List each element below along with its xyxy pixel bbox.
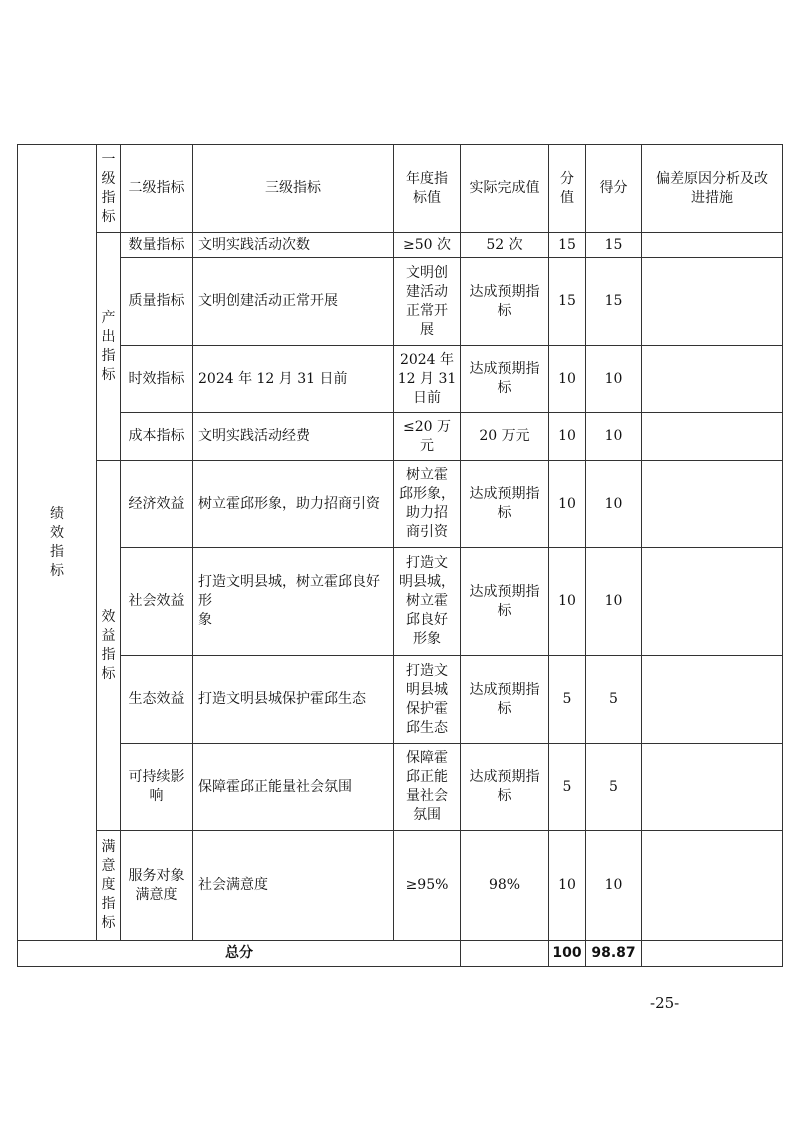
target-cell: ≥95% [394,831,461,941]
level2-cell: 社会效益 [121,548,193,656]
page-number: -25- [650,994,680,1012]
level2-cell: 生态效益 [121,656,193,744]
analysis-cell [642,548,783,656]
header-level2: 二级指标 [121,145,193,233]
level3-cell: 保障霍邱正能量社会氛围 [193,744,394,831]
analysis-cell [642,413,783,461]
level3-cell: 文明实践活动次数 [193,233,394,258]
analysis-cell [642,233,783,258]
level2-cell: 质量指标 [121,258,193,346]
analysis-cell [642,831,783,941]
level3-cell: 文明实践活动经费 [193,413,394,461]
header-annual-target: 年度指 标值 [394,145,461,233]
category-output: 产出指标 [97,233,121,461]
target-cell: ≤20 万 元 [394,413,461,461]
score-cell: 15 [586,258,642,346]
weight-cell: 5 [549,744,586,831]
target-cell: 文明创 建活动 正常开 展 [394,258,461,346]
score-cell: 5 [586,656,642,744]
target-cell: 打造文 明县城 保护霍 邱生态 [394,656,461,744]
total-analysis-cell [642,941,783,967]
target-cell: 打造文 明县城， 树立霍 邱良好 形象 [394,548,461,656]
table-row [18,461,783,548]
level2-cell: 可持续影 响 [121,744,193,831]
analysis-cell [642,258,783,346]
weight-cell: 10 [549,346,586,413]
table-row [18,346,783,413]
total-row [18,941,783,967]
performance-indicator-table [17,144,783,967]
group-label-cell: 绩效指标 [18,145,97,941]
category-satisfaction: 满意度指标 [97,831,121,941]
analysis-cell [642,744,783,831]
table-row [18,831,783,941]
category-benefit: 效益指标 [97,461,121,831]
score-cell: 5 [586,744,642,831]
header-weight: 分 值 [549,145,586,233]
level2-cell: 时效指标 [121,346,193,413]
total-score: 98.87 [586,941,642,967]
score-cell: 10 [586,346,642,413]
header-actual: 实际完成值 [461,145,549,233]
analysis-cell [642,461,783,548]
weight-cell: 10 [549,461,586,548]
score-cell: 10 [586,413,642,461]
actual-cell: 20 万元 [461,413,549,461]
level2-cell: 服务对象 满意度 [121,831,193,941]
target-cell: 2024 年 12 月 31 日前 [394,346,461,413]
weight-cell: 10 [549,413,586,461]
table-row [18,413,783,461]
header-level3: 三级指标 [193,145,394,233]
header-score: 得分 [586,145,642,233]
target-cell: ≥50 次 [394,233,461,258]
actual-cell: 52 次 [461,233,549,258]
total-actual-cell [461,941,549,967]
table-row [18,258,783,346]
total-label: 总分 [18,941,461,967]
level3-cell: 社会满意度 [193,831,394,941]
score-cell: 10 [586,548,642,656]
target-cell: 树立霍 邱形象， 助力招 商引资 [394,461,461,548]
header-analysis: 偏差原因分析及改 进措施 [642,145,783,233]
table-row [18,656,783,744]
level3-cell: 2024 年 12 月 31 日前 [193,346,394,413]
actual-cell: 达成预期指 标 [461,656,549,744]
actual-cell: 达成预期指 标 [461,744,549,831]
table-row [18,744,783,831]
score-cell: 15 [586,233,642,258]
actual-cell: 98% [461,831,549,941]
score-cell: 10 [586,461,642,548]
total-weight: 100 [549,941,586,967]
level3-cell: 打造文明县城，树立霍邱良好形 象 [193,548,394,656]
target-cell: 保障霍 邱正能 量社会 氛围 [394,744,461,831]
actual-cell: 达成预期指 标 [461,346,549,413]
level2-cell: 成本指标 [121,413,193,461]
actual-cell: 达成预期指 标 [461,258,549,346]
weight-cell: 15 [549,258,586,346]
level2-cell: 数量指标 [121,233,193,258]
weight-cell: 10 [549,548,586,656]
analysis-cell [642,346,783,413]
level3-cell: 文明创建活动正常开展 [193,258,394,346]
actual-cell: 达成预期指 标 [461,461,549,548]
level2-cell: 经济效益 [121,461,193,548]
score-cell: 10 [586,831,642,941]
level3-cell: 树立霍邱形象，助力招商引资 [193,461,394,548]
table-row [18,233,783,258]
header-level1: 一级指标 [97,145,121,233]
table-row [18,548,783,656]
weight-cell: 5 [549,656,586,744]
analysis-cell [642,656,783,744]
weight-cell: 10 [549,831,586,941]
weight-cell: 15 [549,233,586,258]
header-row [18,145,783,233]
actual-cell: 达成预期指 标 [461,548,549,656]
level3-cell: 打造文明县城保护霍邱生态 [193,656,394,744]
